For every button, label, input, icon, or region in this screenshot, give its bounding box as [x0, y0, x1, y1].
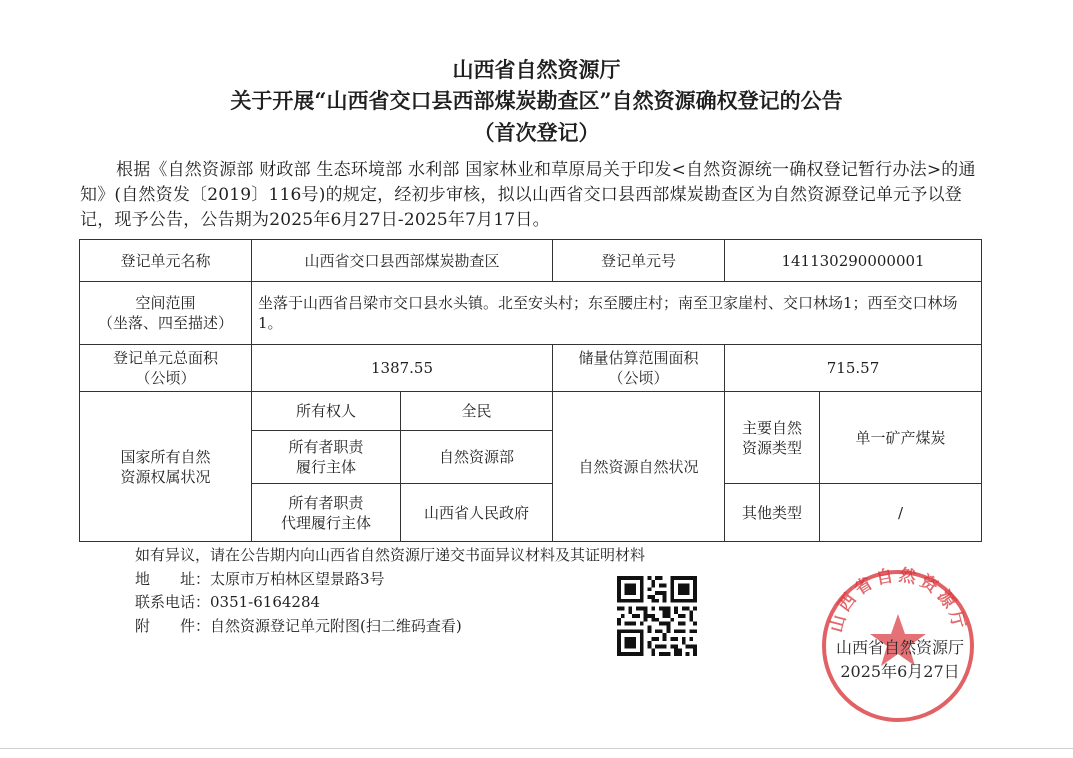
- agent-value: 山西省人民政府: [401, 484, 553, 542]
- seal-text: 山西省自然资源厅: [826, 566, 970, 635]
- intro-paragraph: 根据《自然资源部 财政部 生态环境部 水利部 国家林业和草原局关于印发<自然资源统一确权登记暂行办法>的通知》(自然资发〔2019〕116号)的规定，经初步审核，拟以山西省交口县西部煤炭勘查区为自然资源登记单元予以登记，现予公告，公告期为2025年6月27日-2025年7月17日。: [80, 160, 976, 230]
- ownership-label-line1: 国家所有自然: [120, 447, 211, 466]
- area-label-line2: （公顷）: [135, 369, 196, 387]
- table-row: [80, 240, 982, 282]
- owner-label: 所有权人: [252, 392, 401, 431]
- qr-code-icon[interactable]: [616, 576, 698, 656]
- ownership-label: [80, 392, 252, 542]
- unit-name-label: 登记单元名称: [80, 240, 252, 282]
- duty-label-line1: 所有者职责: [288, 438, 364, 456]
- reserve-label-line1: 储量估算范围面积: [578, 349, 699, 367]
- signature-block: [815, 636, 985, 684]
- signature-date: 2025年6月27日: [840, 662, 960, 681]
- phone-line: 联系电话：0351-6164284: [135, 593, 321, 611]
- reserve-area-value: 715.57: [725, 345, 982, 392]
- registration-table: [79, 239, 982, 542]
- page-bottom-edge: [0, 748, 1073, 749]
- table-row: [80, 392, 982, 431]
- nature-label: 自然资源自然状况: [553, 392, 725, 542]
- unit-name-value: 山西省交口县西部煤炭勘查区: [252, 240, 553, 282]
- announcement-title: 关于开展“山西省交口县西部煤炭勘查区”自然资源确权登记的公告: [230, 88, 843, 113]
- space-label-line2: （坐落、四至描述）: [97, 314, 233, 332]
- signature-org: 山西省自然资源厅: [835, 638, 964, 657]
- space-value: 坐落于山西省吕梁市交口县水头镇。北至安头村；东至腰庄村；南至卫家崖村、交口林场1；西至交口林场1。: [252, 282, 982, 345]
- unit-no-label: 登记单元号: [553, 240, 725, 282]
- space-label-line1: 空间范围: [135, 294, 196, 312]
- area-label-line1: 登记单元总面积: [112, 349, 218, 367]
- other-type-value: /: [820, 484, 982, 542]
- issuer-title: 山西省自然资源厅: [452, 57, 621, 82]
- reserve-area-label: [553, 345, 725, 392]
- area-label: [80, 345, 252, 392]
- duty-label: [252, 431, 401, 484]
- table-row: [80, 345, 982, 392]
- footer-notes: [135, 544, 645, 638]
- agent-label-line1: 所有者职责: [288, 493, 364, 512]
- reserve-label-line2: （公顷）: [608, 369, 669, 387]
- other-type-label: 其他类型: [725, 484, 820, 542]
- unit-no-value: 141130290000001: [725, 240, 982, 282]
- registration-type: （首次登记）: [473, 120, 600, 145]
- area-value: 1387.55: [252, 345, 553, 392]
- resource-type-label: [725, 392, 820, 484]
- attachment-line: 附 件：自然资源登记单元附图(扫二维码查看): [135, 616, 462, 635]
- space-label: [80, 282, 252, 345]
- resource-type-value: 单一矿产煤炭: [820, 392, 982, 484]
- ownership-label-line2: 资源权属状况: [120, 467, 211, 486]
- agent-label: [252, 484, 401, 542]
- owner-value: 全民: [401, 392, 553, 431]
- type-label-line2: 资源类型: [742, 438, 803, 457]
- duty-value: 自然资源部: [401, 431, 553, 484]
- address-line: 地 址：太原市万柏林区望景路3号: [135, 569, 385, 588]
- title-block: [0, 55, 1073, 149]
- type-label-line1: 主要自然: [742, 418, 803, 437]
- table-row: [80, 282, 982, 345]
- agent-label-line2: 代理履行主体: [280, 513, 371, 532]
- objection-note: 如有异议，请在公告期内向山西省自然资源厅递交书面异议材料及其证明材料: [135, 546, 646, 564]
- duty-label-line2: 履行主体: [295, 458, 356, 476]
